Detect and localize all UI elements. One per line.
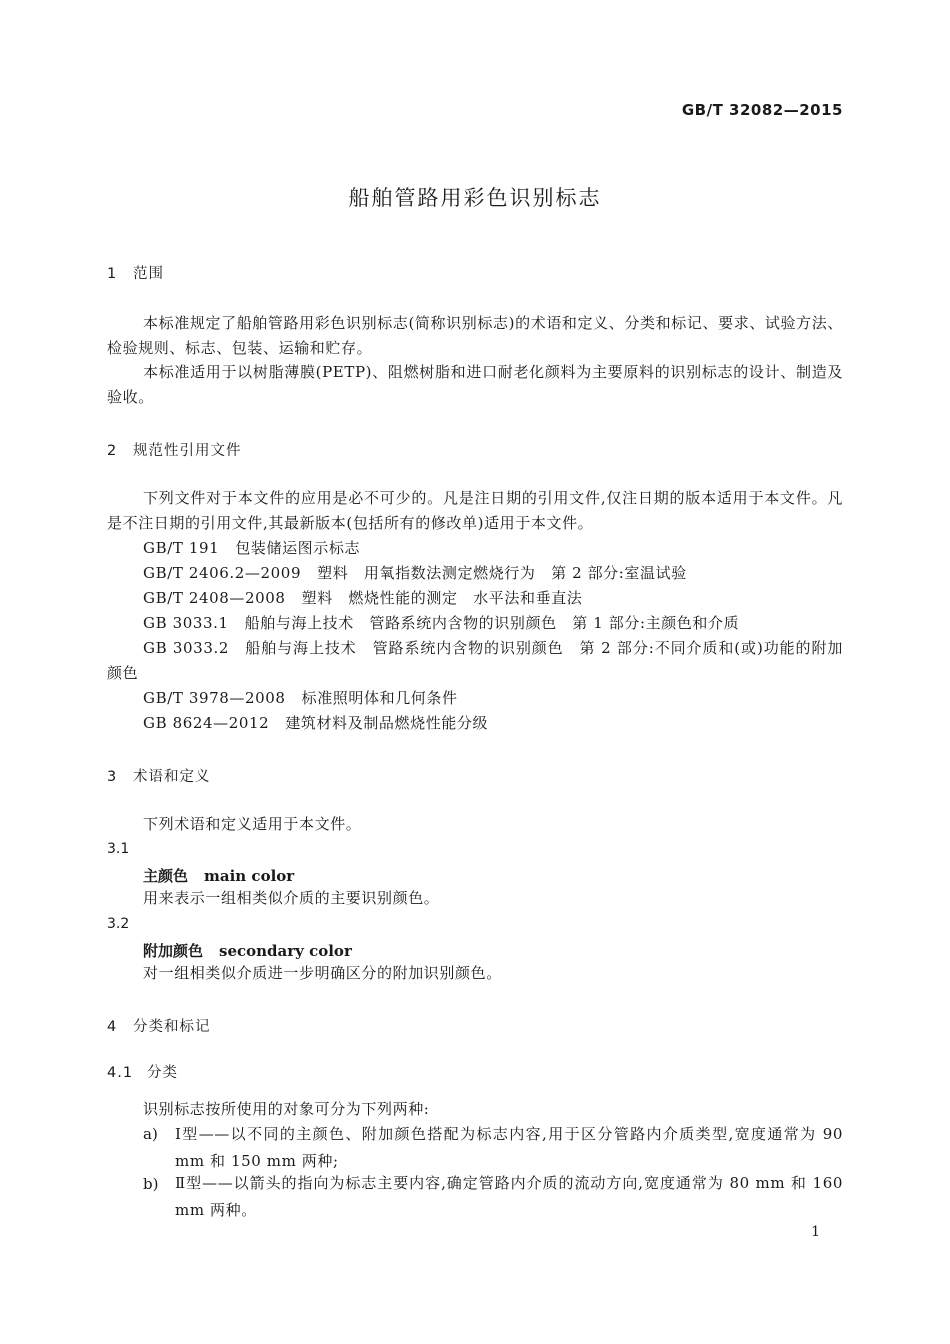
reference-title: 塑料 燃烧性能的测定 水平法和垂直法 (301, 589, 583, 607)
reference-code: GB 3033.2 (143, 639, 229, 657)
classification-intro: 识别标志按所使用的对象可分为下列两种: (143, 1100, 430, 1118)
list-item-label: a) (143, 1125, 158, 1143)
reference-code: GB/T 191 (143, 539, 220, 557)
reference-code: GB 8624—2012 (143, 714, 270, 732)
terms-intro: 下列术语和定义适用于本文件。 (143, 815, 362, 833)
scope-paragraph-2: 本标准适用于以树脂薄膜(PETP)、阻燃树脂和进口耐老化颜料为主要原料的识别标志的设计、制造及验收。 (107, 363, 843, 406)
section-number: 1 (107, 266, 118, 282)
term-english: main color (204, 867, 295, 885)
reference-title: 包装储运图示标志 (235, 539, 361, 557)
list-item-text: Ⅱ型——以箭头的指向为标志主要内容,确定管路内介质的流动方向,宽度通常为 80 mm 和 160 mm 两种。 (175, 1174, 843, 1219)
reference-code: GB/T 2408—2008 (143, 589, 286, 607)
section-number: 3 (107, 769, 118, 785)
scope-paragraph-1: 本标准规定了船舶管路用彩色识别标志(简称识别标志)的术语和定义、分类和标记、要求、试验方法、检验规则、标志、包装、运输和贮存。 (107, 314, 843, 357)
reference-item (107, 586, 843, 611)
subsection-4-1-heading (107, 1061, 178, 1082)
reference-code: GB 3033.1 (143, 614, 229, 632)
section-4-heading (107, 1015, 211, 1036)
section-1-heading (107, 262, 164, 283)
reference-item (107, 636, 843, 686)
term-heading (143, 940, 352, 961)
section-title: 术语和定义 (133, 769, 211, 785)
section-title: 分类和标记 (133, 1019, 211, 1035)
section-2-heading (107, 439, 242, 460)
reference-item (107, 711, 843, 736)
reference-title: 塑料 用氧指数法测定燃烧行为 第 2 部分:室温试验 (317, 564, 687, 582)
term-english: secondary color (219, 942, 352, 960)
normative-intro: 下列文件对于本文件的应用是必不可少的。凡是注日期的引用文件,仅注日期的版本适用于本文件。凡是不注日期的引用文件,其最新版本(包括所有的修改单)适用于本文件。 (107, 489, 843, 532)
section-title: 规范性引用文件 (133, 443, 242, 459)
reference-item (107, 686, 843, 711)
reference-item (107, 611, 843, 636)
subsection-title: 分类 (147, 1065, 178, 1081)
term-number: 3.2 (107, 916, 130, 932)
list-item-label: b) (143, 1175, 159, 1193)
reference-item (107, 561, 843, 586)
section-title: 范围 (133, 266, 164, 282)
reference-title: 建筑材料及制品燃烧性能分级 (285, 714, 489, 732)
list-item-text: Ⅰ型——以不同的主颜色、附加颜色搭配为标志内容,用于区分管路内介质类型,宽度通常为 90 mm 和 150 mm 两种; (175, 1125, 843, 1170)
term-heading (143, 865, 294, 886)
section-number: 2 (107, 443, 118, 459)
term-definition: 对一组相类似介质进一步明确区分的附加识别颜色。 (143, 964, 502, 982)
term-definition: 用来表示一组相类似介质的主要识别颜色。 (143, 889, 440, 907)
standard-number: GB/T 32082—2015 (681, 101, 843, 119)
reference-code: GB/T 3978—2008 (143, 689, 286, 707)
subsection-number: 4.1 (107, 1065, 134, 1081)
term-chinese: 主颜色 (143, 867, 189, 885)
page-number: 1 (811, 1224, 820, 1240)
reference-title: 船舶与海上技术 管路系统内含物的识别颜色 第 1 部分:主颜色和介质 (244, 614, 740, 632)
section-3-heading (107, 765, 211, 786)
section-number: 4 (107, 1019, 118, 1035)
term-number: 3.1 (107, 841, 130, 857)
reference-title: 船舶与海上技术 管路系统内含物的识别颜色 第 2 部分:不同介质和(或)功能的附加颜色 (107, 639, 843, 682)
reference-code: GB/T 2406.2—2009 (143, 564, 302, 582)
reference-item (107, 536, 843, 561)
reference-title: 标准照明体和几何条件 (301, 689, 458, 707)
document-title: 船舶管路用彩色识别标志 (348, 186, 602, 210)
term-chinese: 附加颜色 (143, 942, 204, 960)
